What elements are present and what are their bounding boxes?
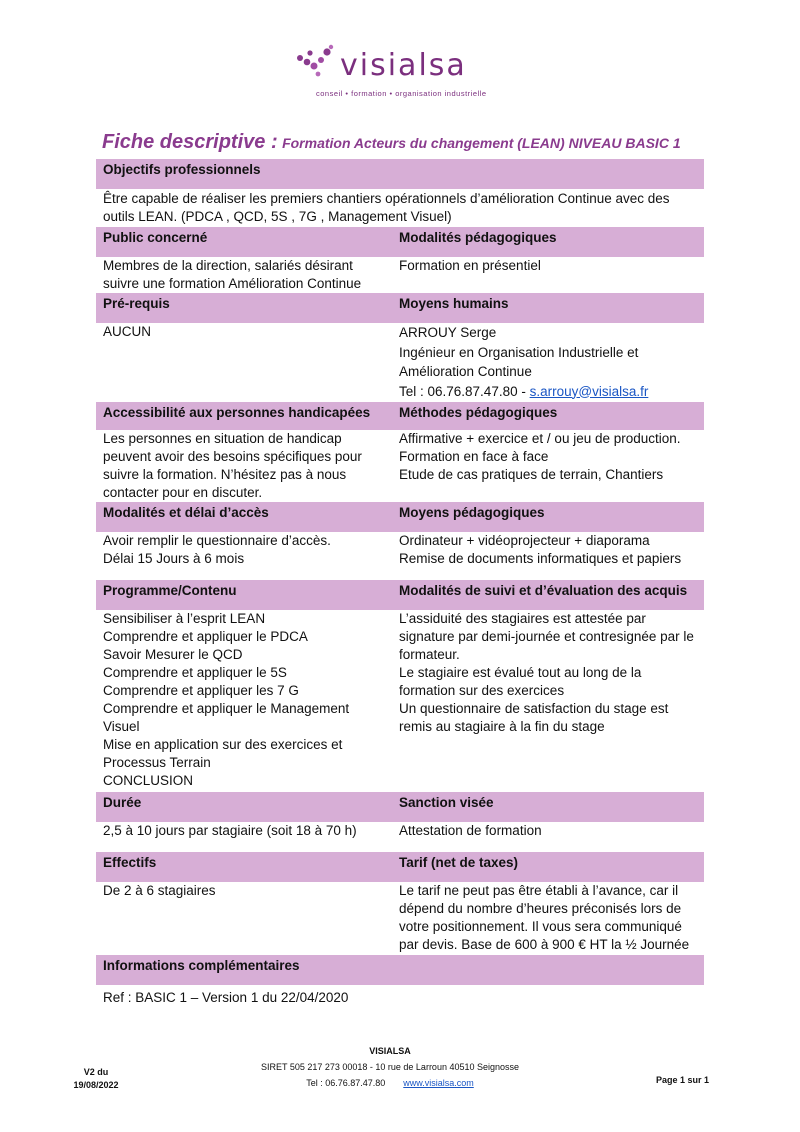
row-header xyxy=(96,227,704,257)
moyens-humains-line: Amélioration Continue xyxy=(399,364,532,379)
tarif-line: Le tarif ne peut pas être établi à l’avance, car il xyxy=(399,883,679,898)
footer-contact xyxy=(230,1078,550,1088)
duree-line: 2,5 à 10 jours par stagiaire (soit 18 à 70 h) xyxy=(103,823,357,838)
moyens-pedagogiques-line: Remise de documents informatiques et papiers xyxy=(399,551,682,566)
objectives-header-row xyxy=(96,159,704,189)
programme-line: CONCLUSION xyxy=(103,773,194,788)
title-main: Fiche descriptive : xyxy=(102,131,278,153)
footer-version xyxy=(56,1066,136,1092)
contact-line xyxy=(399,382,704,402)
acces-line: Délai 15 Jours à 6 mois xyxy=(103,551,245,566)
infos-header: Informations complémentaires xyxy=(103,958,300,973)
objectives-line: outils LEAN. (PDCA , QCD, 5S , 7G , Management Visuel) xyxy=(103,209,452,224)
tarif-line: votre positionnement. Il vous sera communiqué xyxy=(399,919,682,934)
infos-line: Ref : BASIC 1 – Version 1 du 22/04/2020 xyxy=(103,990,349,1005)
sanction-header: Sanction visée xyxy=(399,795,494,810)
suivi-line: Le stagiaire est évalué tout au long de la xyxy=(399,665,642,680)
public-line: Membres de la direction, salariés désirant xyxy=(103,258,353,273)
programme-line: Comprendre et appliquer le Management xyxy=(103,701,350,716)
row-header xyxy=(96,502,704,532)
row-body xyxy=(96,323,704,402)
programme-line: Sensibiliser à l’esprit LEAN xyxy=(103,611,266,626)
moyens-humains-header: Moyens humains xyxy=(399,296,509,311)
prerequis-line: AUCUN xyxy=(103,324,152,339)
row-header xyxy=(96,792,704,822)
accessibilite-line: Les personnes en situation de handicap xyxy=(103,431,342,446)
suivi-line: formateur. xyxy=(399,647,460,662)
title-sub: Formation Acteurs du changement (LEAN) NIVEAU BASIC 1 xyxy=(282,135,681,151)
infos-body xyxy=(96,985,704,1019)
methodes-line: Etude de cas pratiques de terrain, Chantiers xyxy=(399,467,664,482)
description-table xyxy=(96,159,704,1019)
suivi-line: signature par demi-journée et contresignée par le xyxy=(399,629,694,644)
footer-company: VISIALSA xyxy=(369,1046,411,1056)
accessibilite-line: contacter pour en discuter. xyxy=(103,485,263,500)
suivi-line: Un questionnaire de satisfaction du stage est xyxy=(399,701,669,716)
accessibilite-line: suivre la formation. N’hésitez pas à nous xyxy=(103,467,347,482)
brand-name: visialsa xyxy=(340,48,467,83)
visialsa-logo xyxy=(296,44,526,104)
public-line: suivre une formation Amélioration Continue xyxy=(103,276,362,291)
programme-line: Comprendre et appliquer les 7 G xyxy=(103,683,299,698)
programme-line: Mise en application sur des exercices et xyxy=(103,737,343,752)
programme-line: Savoir Mesurer le QCD xyxy=(103,647,243,662)
objectives-header: Objectifs professionnels xyxy=(103,162,261,177)
effectifs-header: Effectifs xyxy=(103,855,157,870)
moyens-humains-line: ARROUY Serge xyxy=(399,325,497,340)
row-body xyxy=(96,822,704,852)
logo-dots-icon xyxy=(296,44,340,84)
modalites-line: Formation en présentiel xyxy=(399,258,541,273)
footer-address: SIRET 505 217 273 00018 - 10 rue de Larroun 40510 Seignosse xyxy=(260,1062,520,1072)
duree-header: Durée xyxy=(103,795,142,810)
footer-version-date: 19/08/2022 xyxy=(73,1080,119,1090)
acces-header: Modalités et délai d’accès xyxy=(103,505,269,520)
tarif-line: par devis. Base de 600 à 900 € HT la ½ Journée xyxy=(399,937,690,952)
row-header xyxy=(96,852,704,882)
row-body xyxy=(96,532,704,580)
row-body xyxy=(96,882,704,955)
effectifs-line: De 2 à 6 stagiaires xyxy=(103,883,216,898)
moyens-humains-line: Ingénieur en Organisation Industrielle et xyxy=(399,344,639,360)
sanction-line: Attestation de formation xyxy=(399,823,542,838)
infos-header-row xyxy=(96,955,704,985)
objectives-line: Être capable de réaliser les premiers chantiers opérationnels d’amélioration Continue avec des xyxy=(103,191,670,206)
brand-tagline: conseil • formation • organisation industrielle xyxy=(316,89,487,98)
contact-tel: Tel : 06.76.87.47.80 - xyxy=(399,383,530,399)
prerequis-header: Pré-requis xyxy=(103,296,170,311)
row-header xyxy=(96,580,704,610)
row-header xyxy=(96,293,704,323)
moyens-pedagogiques-line: Ordinateur + vidéoprojecteur + diaporama xyxy=(399,533,650,548)
moyens-pedagogiques-header: Moyens pédagogiques xyxy=(399,505,545,520)
tarif-line: dépend du nombre d’heures préconisés lors de xyxy=(399,901,682,916)
modalites-header: Modalités pédagogiques xyxy=(399,230,557,245)
objectives-body xyxy=(96,189,704,227)
programme-header: Programme/Contenu xyxy=(103,583,237,598)
footer-website-link[interactable]: www.visialsa.com xyxy=(403,1078,474,1088)
footer-tel: Tel : 06.76.87.47.80 xyxy=(306,1078,386,1088)
methodes-header: Méthodes pédagogiques xyxy=(399,405,558,420)
suivi-line: formation sur des exercices xyxy=(399,683,565,698)
acces-line: Avoir remplir le questionnaire d’accès. xyxy=(103,533,331,548)
methodes-line: Formation en face à face xyxy=(399,449,549,464)
row-body xyxy=(96,430,704,502)
row-body xyxy=(96,257,704,293)
footer-version-line: V2 du xyxy=(83,1067,109,1077)
contact-email-link[interactable]: s.arrouy@visialsa.fr xyxy=(529,383,649,399)
suivi-line: remis au stagiaire à la fin du stage xyxy=(399,719,605,734)
page-title xyxy=(102,131,681,154)
tarif-header: Tarif (net de taxes) xyxy=(399,855,519,870)
row-body xyxy=(96,610,704,792)
row-header xyxy=(96,402,704,430)
programme-line: Comprendre et appliquer le 5S xyxy=(103,665,287,680)
footer-page-number: Page 1 sur 1 xyxy=(656,1075,710,1085)
programme-line: Comprendre et appliquer le PDCA xyxy=(103,629,308,644)
programme-line: Processus Terrain xyxy=(103,755,211,770)
suivi-line: L’assiduité des stagiaires est attestée par xyxy=(399,611,646,626)
accessibilite-line: peuvent avoir des besoins spécifiques pour xyxy=(103,449,362,464)
public-header: Public concerné xyxy=(103,230,208,245)
methodes-line: Affirmative + exercice et / ou jeu de production. xyxy=(399,431,681,446)
programme-line: Visuel xyxy=(103,719,140,734)
accessibilite-header: Accessibilité aux personnes handicapées xyxy=(103,405,371,420)
suivi-header: Modalités de suivi et d’évaluation des acquis xyxy=(399,583,688,598)
